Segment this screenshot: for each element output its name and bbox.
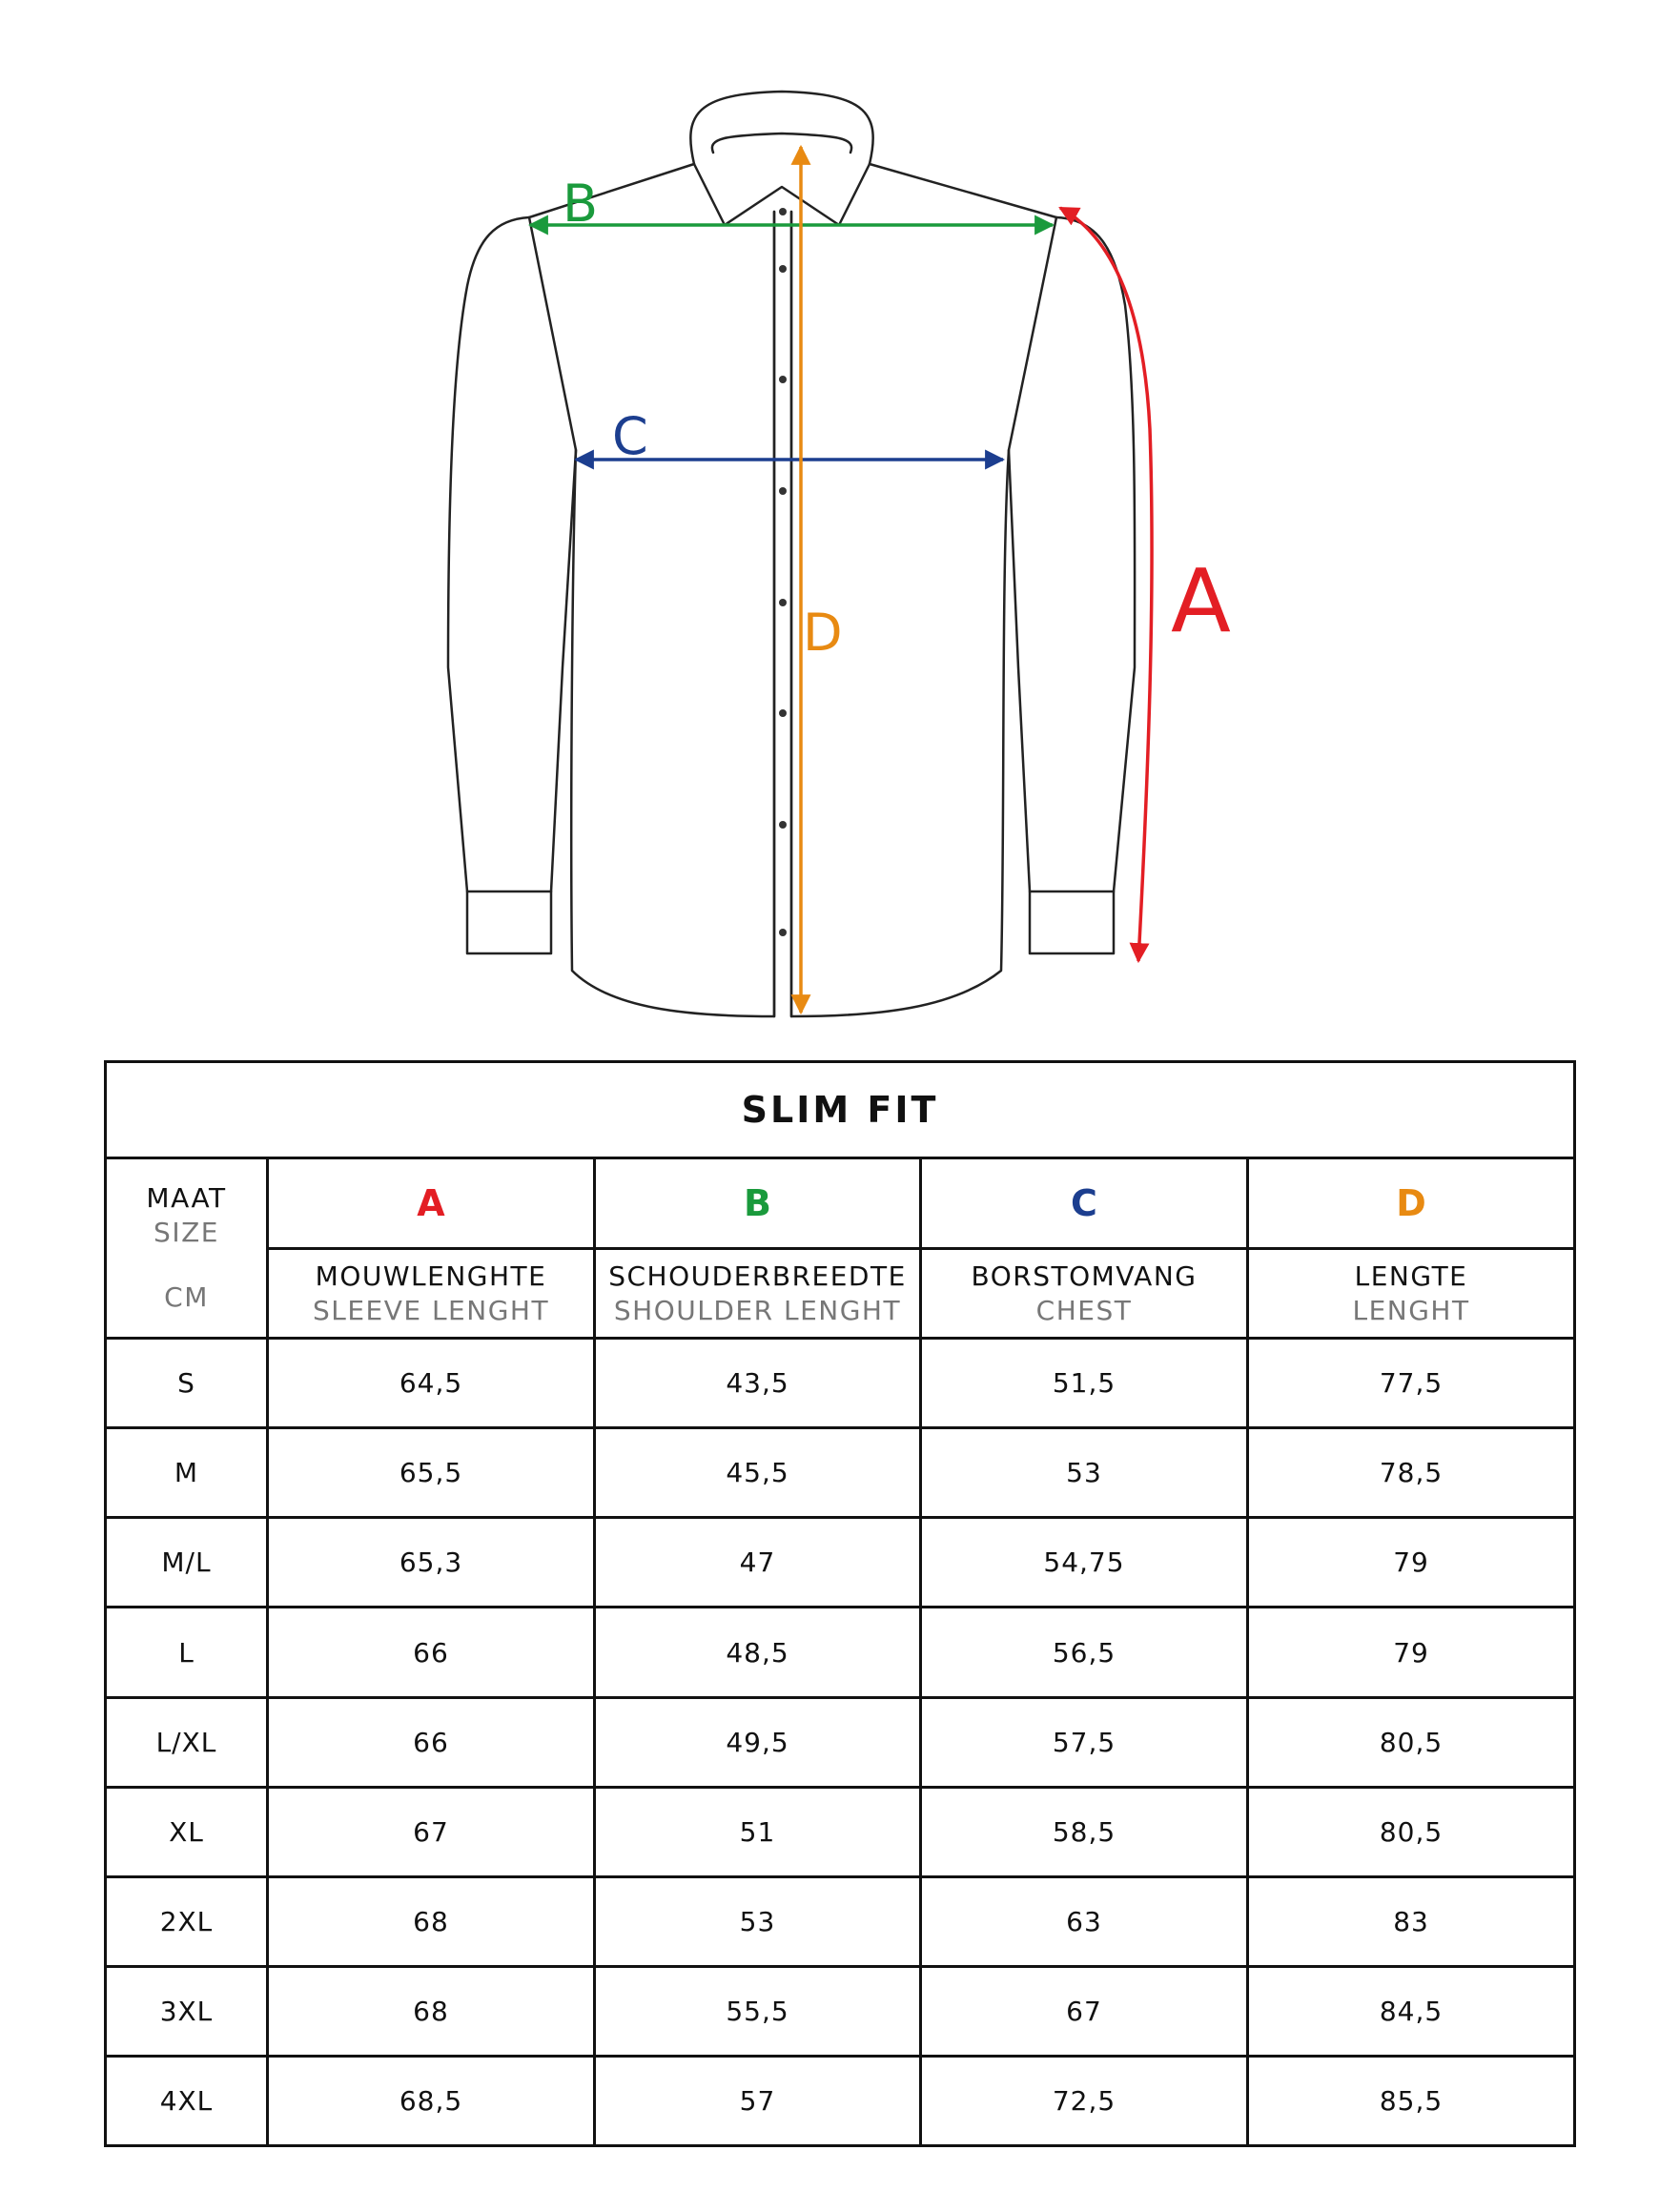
table-row (106, 1966, 1575, 2056)
sleeve-cell: 67 (268, 1787, 595, 1876)
table-row (106, 1339, 1575, 1428)
length-cell: 80,5 (1248, 1697, 1575, 1787)
column-header-length (1248, 1249, 1575, 1339)
chest-cell: 67 (921, 1966, 1248, 2056)
column-header-en: SHOULDER LENGHT (613, 1294, 902, 1326)
chest-cell: 72,5 (921, 2056, 1248, 2145)
length-cell: 84,5 (1248, 1966, 1575, 2056)
length-cell: 80,5 (1248, 1787, 1575, 1876)
column-header-en: LENGHT (1352, 1294, 1470, 1326)
shirt-measurement-diagram (0, 0, 1659, 1039)
column-header-nl: LENGTE (1354, 1260, 1468, 1292)
table-row (106, 2056, 1575, 2145)
chest-cell: 54,75 (921, 1518, 1248, 1608)
size-cell: M/L (106, 1518, 268, 1608)
column-header-shoulder (595, 1249, 921, 1339)
length-cell: 85,5 (1248, 2056, 1575, 2145)
table-row (106, 1787, 1575, 1876)
column-letter-d: D (1248, 1158, 1575, 1249)
size-cell: XL (106, 1787, 268, 1876)
shoulder-cell: 48,5 (595, 1608, 921, 1697)
column-header-en: SLEEVE LENGHT (312, 1294, 550, 1326)
sleeve-cell: 68 (268, 1876, 595, 1966)
size-header-nl: MAAT (146, 1182, 227, 1215)
shirt-body-outline (529, 164, 1056, 1016)
length-cell: 77,5 (1248, 1339, 1575, 1428)
table-row (106, 1608, 1575, 1697)
shoulder-cell: 49,5 (595, 1697, 921, 1787)
sleeve-cell: 66 (268, 1608, 595, 1697)
column-letter-b: B (595, 1158, 921, 1249)
size-cell: L (106, 1608, 268, 1697)
chest-cell: 57,5 (921, 1697, 1248, 1787)
collar-outline (690, 92, 872, 164)
left-sleeve-outline (448, 217, 576, 953)
sleeve-measure-arrow (1060, 208, 1152, 961)
chest-cell: 56,5 (921, 1608, 1248, 1697)
length-cell: 79 (1248, 1608, 1575, 1697)
sleeve-cell: 66 (268, 1697, 595, 1787)
table-title: SLIM FIT (106, 1062, 1575, 1158)
shoulder-cell: 51 (595, 1787, 921, 1876)
column-header-en: CHEST (1035, 1294, 1133, 1326)
sleeve-cell: 68 (268, 1966, 595, 2056)
table-row (106, 1518, 1575, 1608)
chest-cell: 58,5 (921, 1787, 1248, 1876)
shoulder-cell: 47 (595, 1518, 921, 1608)
table-row (106, 1428, 1575, 1518)
button-icons (779, 208, 787, 936)
label-c: C (612, 406, 648, 466)
size-cell: 3XL (106, 1966, 268, 2056)
shirt-illustration (0, 0, 1659, 1039)
length-cell: 78,5 (1248, 1428, 1575, 1518)
column-letter-a: A (268, 1158, 595, 1249)
column-header-nl: SCHOUDERBREEDTE (608, 1260, 907, 1292)
label-b: B (563, 174, 599, 234)
shoulder-cell: 43,5 (595, 1339, 921, 1428)
size-header-cell (106, 1158, 268, 1339)
size-cell: S (106, 1339, 268, 1428)
sleeve-cell: 65,5 (268, 1428, 595, 1518)
size-cell: L/XL (106, 1697, 268, 1787)
column-header-nl: MOUWLENGHTE (315, 1260, 547, 1292)
size-cell: M (106, 1428, 268, 1518)
column-header-sleeve (268, 1249, 595, 1339)
sleeve-cell: 65,3 (268, 1518, 595, 1608)
shoulder-cell: 55,5 (595, 1966, 921, 2056)
size-header-en: SIZE (154, 1217, 219, 1249)
right-sleeve-outline (1009, 217, 1135, 953)
length-cell: 79 (1248, 1518, 1575, 1608)
table-row (106, 1697, 1575, 1787)
shoulder-cell: 45,5 (595, 1428, 921, 1518)
unit-label: CM (164, 1281, 209, 1314)
label-d: D (803, 603, 843, 663)
column-header-chest (921, 1249, 1248, 1339)
size-chart-table (104, 1060, 1576, 2147)
table-row (106, 1876, 1575, 1966)
chest-cell: 51,5 (921, 1339, 1248, 1428)
chest-cell: 63 (921, 1876, 1248, 1966)
column-header-nl: BORSTOMVANG (971, 1260, 1198, 1292)
size-cell: 2XL (106, 1876, 268, 1966)
chest-cell: 53 (921, 1428, 1248, 1518)
column-letter-c: C (921, 1158, 1248, 1249)
sleeve-cell: 64,5 (268, 1339, 595, 1428)
size-cell: 4XL (106, 2056, 268, 2145)
sleeve-cell: 68,5 (268, 2056, 595, 2145)
shoulder-cell: 57 (595, 2056, 921, 2145)
length-cell: 83 (1248, 1876, 1575, 1966)
label-a: A (1171, 550, 1231, 652)
shoulder-cell: 53 (595, 1876, 921, 1966)
